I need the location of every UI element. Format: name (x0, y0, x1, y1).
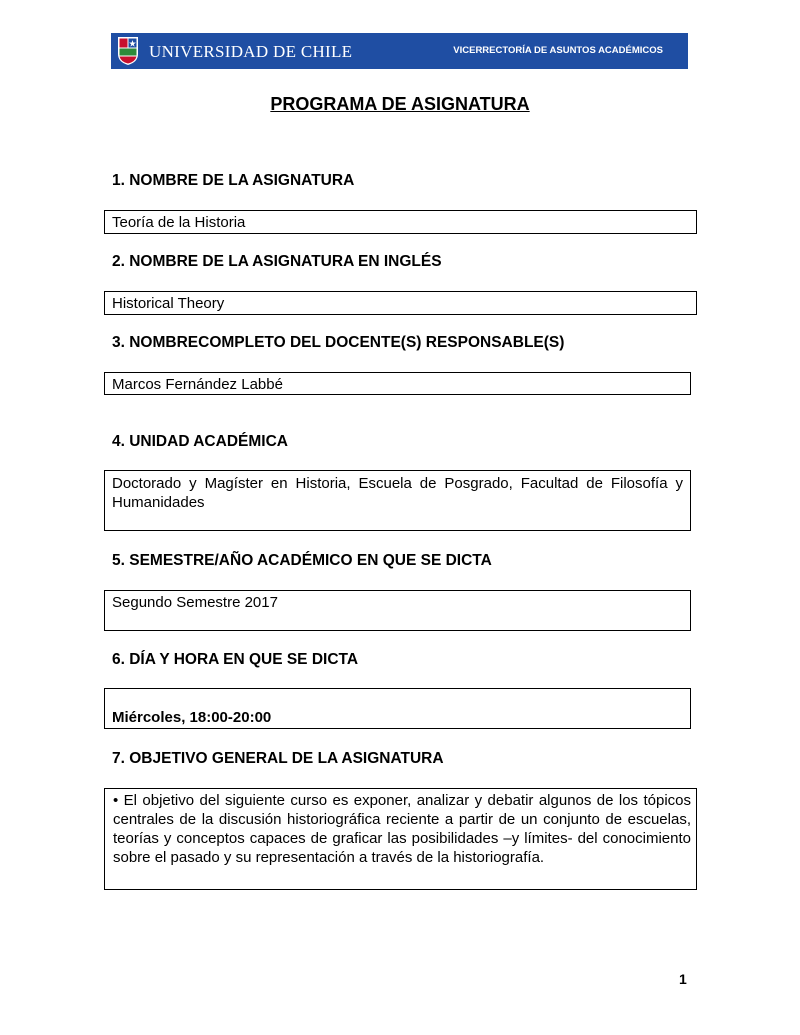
vice-rectorate-label: VICERRECTORÍA DE ASUNTOS ACADÉMICOS (453, 45, 663, 56)
header-banner (111, 33, 688, 69)
section-heading-course-name-english: 2. NOMBRE DE LA ASIGNATURA EN INGLÉS (112, 253, 442, 270)
page-title: PROGRAMA DE ASIGNATURA (270, 94, 530, 114)
section-heading-academic-unit: 4. UNIDAD ACADÉMICA (112, 433, 288, 450)
academic-unit-box (104, 470, 691, 531)
section-heading-general-objective: 7. OBJETIVO GENERAL DE LA ASIGNATURA (112, 750, 444, 767)
university-name: UNIVERSIDAD DE CHILE (149, 42, 353, 61)
schedule-value: Miércoles, 18:00-20:00 (112, 709, 272, 726)
page-number: 1 (679, 971, 687, 987)
university-crest-icon (117, 36, 139, 66)
semester-value: Segundo Semestre 2017 (112, 594, 278, 611)
instructor-value: Marcos Fernández Labbé (112, 376, 283, 393)
section-heading-instructor: 3. NOMBRECOMPLETO DEL DOCENTE(S) RESPONSABLE(S) (112, 334, 565, 351)
general-objective-box (104, 788, 697, 890)
general-objective-value: • El objetivo del siguiente curso es exponer, analizar y debatir algunos de los tópicos centrales de la discusión historiográfica reciente a partir de un conjunto de escuelas, teorías y conceptos capaces de graficar las posibilidades –y límites- del conocimiento sobre el pasado y su representación a través de la historiografía. (113, 792, 691, 866)
course-name-value: Teoría de la Historia (112, 214, 246, 231)
course-name-english-value: Historical Theory (112, 295, 225, 312)
semester-box (104, 590, 691, 631)
course-name-english-box (104, 291, 697, 315)
course-name-box (104, 210, 697, 234)
section-heading-semester: 5. SEMESTRE/AÑO ACADÉMICO EN QUE SE DICTA (112, 552, 492, 569)
schedule-box (104, 688, 691, 729)
academic-unit-value: Doctorado y Magíster en Historia, Escuela de Posgrado, Facultad de Filosofía y Humanidades (112, 475, 683, 511)
section-heading-course-name: 1. NOMBRE DE LA ASIGNATURA (112, 172, 355, 189)
section-heading-schedule: 6. DÍA Y HORA EN QUE SE DICTA (112, 651, 359, 668)
instructor-box (104, 372, 691, 395)
